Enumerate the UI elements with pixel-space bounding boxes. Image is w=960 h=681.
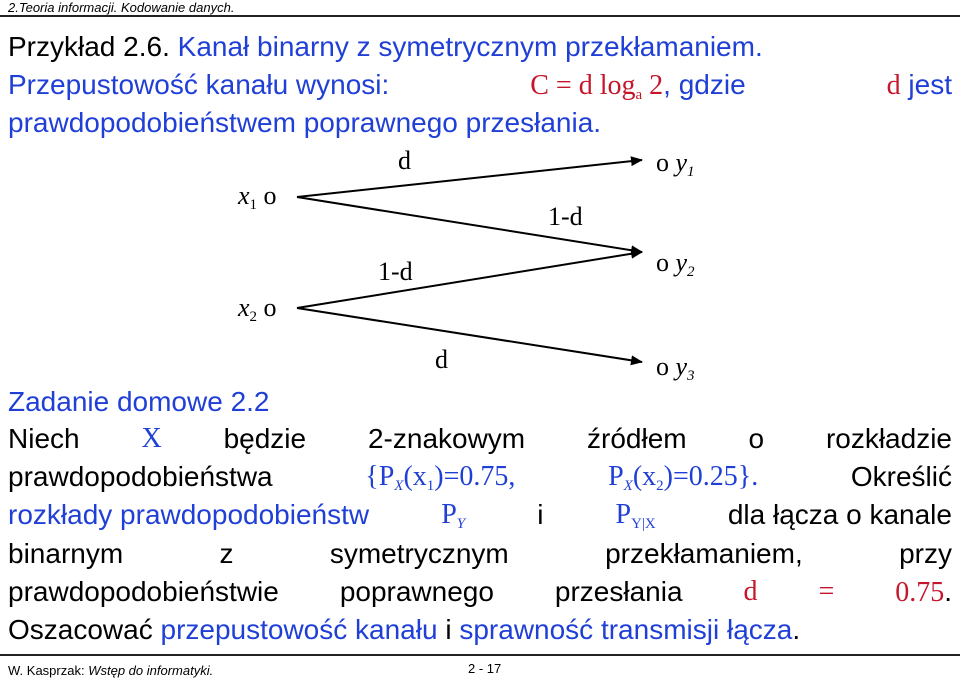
output-y2: o $y_2$ — [656, 248, 695, 280]
input-x2: $x_2$ o — [238, 293, 277, 325]
capacity-prefix: Przepustowość kanału wynosi: — [8, 69, 390, 100]
capacity-comma: , gdzie — [663, 69, 746, 100]
task-word: i — [537, 499, 544, 530]
task-line2 — [8, 460, 952, 503]
output-y1: o $y_1$ — [656, 148, 695, 180]
task-word: poprawnego — [339, 576, 494, 607]
task-word: prawdopodobieństwa — [8, 461, 273, 492]
task-phrase: dla łącza o kanale — [727, 499, 952, 530]
task-line1 — [8, 422, 952, 456]
input-x1: $x_1$ o — [238, 181, 277, 213]
footer-rule — [0, 654, 960, 656]
task-word: symetrycznym — [329, 538, 509, 569]
task-word: Oszacować — [8, 614, 153, 645]
task-line4 — [8, 537, 952, 571]
task-word: 2-znakowym — [367, 423, 526, 454]
task-word: źródłem — [587, 423, 687, 454]
task-word: przekłamaniem, — [605, 538, 803, 569]
task-var-x: X — [141, 423, 162, 454]
task-line5 — [8, 575, 952, 610]
edge-x2-y2 — [297, 252, 642, 308]
task-word: o — [748, 423, 765, 454]
capacity-formula: C = d $\log_a 2$ — [530, 70, 664, 103]
task-phrase: rozkłady prawdopodobieństw — [8, 499, 370, 530]
task-word: rozkładzie — [825, 423, 952, 454]
task-var-py: $P_Y$ — [441, 499, 466, 532]
task-word: prawdopodobieństwie — [8, 576, 279, 607]
task-formula-px1: {$P_X(x_1)=0.75$, — [365, 461, 516, 494]
task-var-d: d — [743, 576, 758, 607]
task-phrase-efficiency: sprawność transmisji łącza — [459, 614, 793, 645]
edge-label-x1-y2: 1-d — [548, 202, 583, 231]
task-word: przesłania — [554, 576, 683, 607]
edge-label-x2-y3: d — [435, 345, 448, 374]
edge-x1-y1 — [297, 160, 642, 197]
capacity-suffix: jest — [908, 69, 952, 100]
edge-x1-y2 — [297, 197, 642, 252]
chapter-header: 2.Teoria informacji. Kodowanie danych. — [8, 0, 235, 15]
task-heading: Zadanie domowe 2.2 — [8, 386, 270, 417]
edge-label-x1-y1: d — [398, 146, 411, 175]
edge-label-x2-y2: 1-d — [378, 257, 413, 286]
output-y3: o $y_3$ — [656, 352, 695, 384]
task-equals: = — [818, 576, 835, 607]
task-var-pyx: $P_{Y|X}$ — [615, 499, 656, 532]
task-formula-px2: $P_X(x_2)=0.25$}. — [608, 461, 759, 494]
task-word: binarnym — [8, 538, 124, 569]
task-word: Niech — [8, 423, 80, 454]
edge-x2-y3 — [297, 308, 642, 362]
task-dot: . — [792, 614, 801, 645]
capacity-line3: prawdopodobieństwem poprawnego przesłania. — [8, 107, 602, 138]
task-line6 — [8, 613, 800, 647]
example-number: Przykład 2.6. — [8, 31, 170, 62]
task-value: 0.75. — [895, 576, 952, 608]
task-word: będzie — [223, 423, 307, 454]
footer-author: W. Kasprzak: Wstęp do informatyki. — [8, 663, 214, 678]
task-word: i — [445, 614, 452, 645]
footer-page: 2 - 17 — [468, 661, 502, 676]
task-word: z — [219, 538, 234, 569]
task-phrase-capacity: przepustowość kanału — [160, 614, 438, 645]
task-word: Określić — [850, 461, 952, 492]
example-topic: Kanał binarny z symetrycznym przekłamaniem. — [177, 31, 763, 62]
task-line3 — [8, 498, 952, 541]
capacity-var: d — [886, 70, 901, 101]
task-word: przy — [899, 538, 952, 569]
